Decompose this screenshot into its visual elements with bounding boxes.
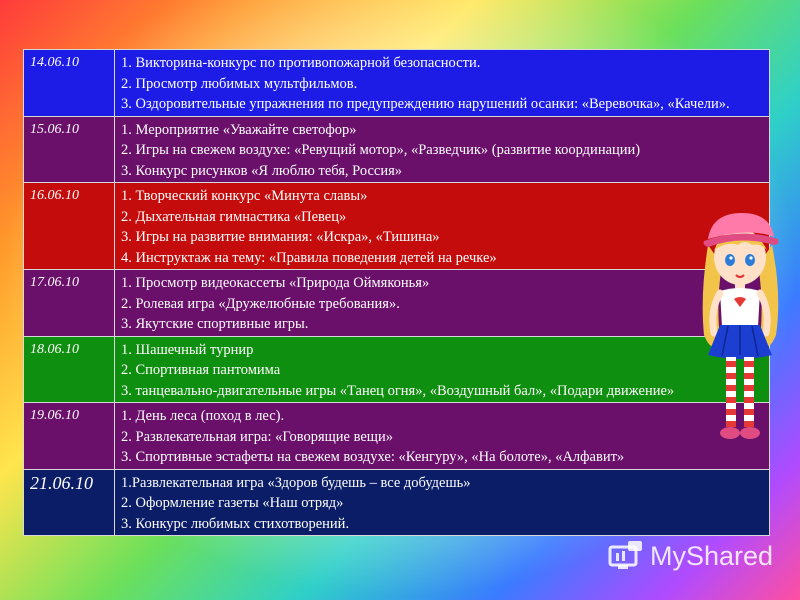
activities-cell — [115, 50, 770, 117]
myshared-logo-icon — [608, 539, 644, 573]
date-cell: 15.06.10 — [24, 116, 115, 183]
activity-item: 3. Оздоровительные упражнения по предупреждению нарушений осанки: «Веревочка», «Качели». — [121, 96, 730, 112]
schedule-row — [24, 183, 770, 270]
schedule-row — [24, 469, 770, 536]
date-cell: 14.06.10 — [24, 50, 115, 117]
schedule-row — [24, 403, 770, 470]
activities-cell — [115, 270, 770, 337]
activities-cell — [115, 469, 770, 536]
activity-item: 3. танцевально-двигательные игры «Танец огня», «Воздушный бал», «Подари движение» — [121, 382, 675, 399]
date-cell: 21.06.10 — [24, 469, 115, 536]
date-cell: 18.06.10 — [24, 336, 115, 403]
activity-item: 2. Спортивная пантомима — [121, 362, 281, 378]
activities-cell — [115, 336, 770, 403]
activity-item: 3. Спортивные эстафеты на свежем воздухе: «Кенгуру», «На болоте», «Алфавит» — [121, 449, 625, 465]
activity-item: 3. Конкурс любимых стихотворений. — [121, 515, 350, 532]
schedule-table — [23, 49, 770, 536]
watermark-text: MyShared — [650, 540, 774, 571]
activity-item: 3. Игры на развитие внимания: «Искра», «Тишина» — [121, 229, 440, 245]
myshared-watermark — [608, 536, 773, 576]
activity-item: 1. День леса (поход в лес). — [121, 408, 285, 424]
schedule-row — [24, 270, 770, 337]
activity-item: 2. Игры на свежем воздухе: «Ревущий мотор», «Разведчик» (развитие координации) — [121, 142, 641, 158]
date-cell: 16.06.10 — [24, 183, 115, 270]
schedule-row — [24, 50, 770, 117]
activity-item: 3. Якутские спортивные игры. — [121, 316, 309, 332]
date-cell: 17.06.10 — [24, 270, 115, 337]
activity-item: 1. Творческий конкурс «Минута славы» — [121, 188, 368, 204]
activity-item: 2. Дыхательная гимнастика «Певец» — [121, 208, 347, 225]
activity-item: 1. Просмотр видеокассеты «Природа Оймяконья» — [121, 275, 430, 291]
activity-item: 2. Просмотр любимых мультфильмов. — [121, 75, 358, 92]
activity-item: 2. Развлекательная игра: «Говорящие вещи» — [121, 428, 393, 445]
date-cell: 19.06.10 — [24, 403, 115, 470]
activity-item: 2. Оформление газеты «Наш отряд» — [121, 495, 344, 511]
activity-item: 1. Мероприятие «Уважайте светофор» — [121, 121, 357, 138]
activity-item: 1. Викторина-конкурс по противопожарной безопасности. — [121, 55, 481, 71]
activities-cell — [115, 116, 770, 183]
activity-item: 1. Шашечный турнир — [121, 341, 254, 358]
activity-item: 3. Конкурс рисунков «Я люблю тебя, Россия» — [121, 162, 403, 179]
schedule-row — [24, 116, 770, 183]
activity-item: 2. Ролевая игра «Дружелюбные требования». — [121, 295, 400, 312]
schedule-row — [24, 336, 770, 403]
activity-item: 1.Развлекательная игра «Здоров будешь – все добудешь» — [121, 474, 471, 491]
cartoon-girl-image — [690, 205, 790, 450]
activities-cell — [115, 183, 770, 270]
activity-item: 4. Инструктаж на тему: «Правила поведения детей на речке» — [121, 249, 497, 266]
activities-cell — [115, 403, 770, 470]
